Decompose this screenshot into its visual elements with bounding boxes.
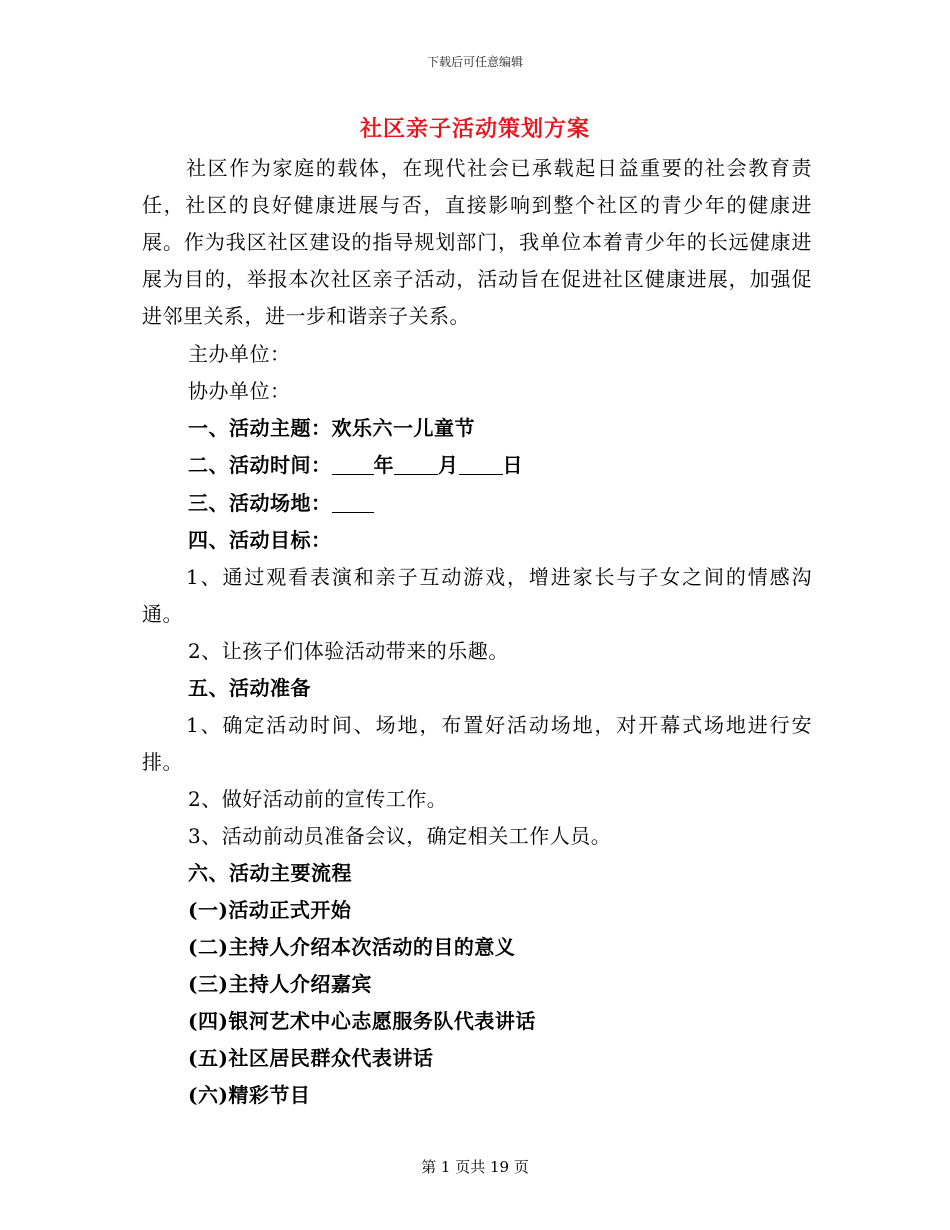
prep-heading: 五、活动准备 bbox=[188, 676, 311, 700]
day-unit: 日 bbox=[502, 453, 523, 477]
prep-item-1: 1、确定活动时间、场地，布置好活动场地，对开幕式场地进行安排。 bbox=[142, 713, 812, 774]
year-unit: 年 bbox=[373, 453, 394, 477]
page-header: 下载后可任意编辑 bbox=[426, 55, 523, 69]
day-blank bbox=[459, 452, 503, 475]
theme-heading: 一、活动主题：欢乐六一儿童节 bbox=[188, 416, 475, 440]
page-footer: 第 1 页共 19 页 bbox=[421, 1158, 529, 1176]
time-label: 二、活动时间： bbox=[188, 453, 332, 477]
flow-item: (五)社区居民群众代表讲话 bbox=[188, 1046, 434, 1070]
goal-heading: 四、活动目标： bbox=[188, 528, 332, 552]
flow-item: (四)银河艺术中心志愿服务队代表讲话 bbox=[188, 1009, 536, 1033]
intro-paragraph: 社区作为家庭的载体，在现代社会已承载起日益重要的社会教育责任，社区的良好健康进展与否，直接影响到整个社区的青少年的健康进展。作为我区社区建设的指导规划部门，我单位本着青少年的长远健康进展为目的，举报本次社区亲子活动，活动旨在促进社区健康进展，加强促进邻里关系，进一步和谐亲子关系。 bbox=[142, 156, 812, 328]
venue-label: 三、活动场地： bbox=[188, 491, 332, 515]
document-title: 社区亲子活动策划方案 bbox=[359, 116, 590, 142]
organizer-line: 主办单位： bbox=[188, 342, 291, 366]
month-unit: 月 bbox=[438, 453, 459, 477]
flow-item: (二)主持人介绍本次活动的目的意义 bbox=[188, 935, 516, 959]
time-heading bbox=[188, 447, 523, 484]
flow-heading: 六、活动主要流程 bbox=[188, 861, 352, 885]
venue-heading bbox=[188, 485, 374, 522]
prep-item-2: 2、做好活动前的宣传工作。 bbox=[188, 787, 448, 811]
goal-item-1: 1、通过观看表演和亲子互动游戏，增进家长与子女之间的情感沟通。 bbox=[142, 565, 812, 626]
flow-item: (三)主持人介绍嘉宾 bbox=[188, 972, 372, 996]
month-blank bbox=[394, 452, 438, 475]
flow-item: (六)精彩节目 bbox=[188, 1083, 311, 1107]
year-blank bbox=[332, 452, 374, 475]
prep-item-3: 3、活动前动员准备会议，确定相关工作人员。 bbox=[188, 824, 612, 848]
venue-blank bbox=[332, 490, 374, 513]
co-organizer-line: 协办单位： bbox=[188, 379, 291, 403]
goal-item-2: 2、让孩子们体验活动带来的乐趣。 bbox=[188, 639, 509, 663]
flow-item: (一)活动正式开始 bbox=[188, 898, 352, 922]
